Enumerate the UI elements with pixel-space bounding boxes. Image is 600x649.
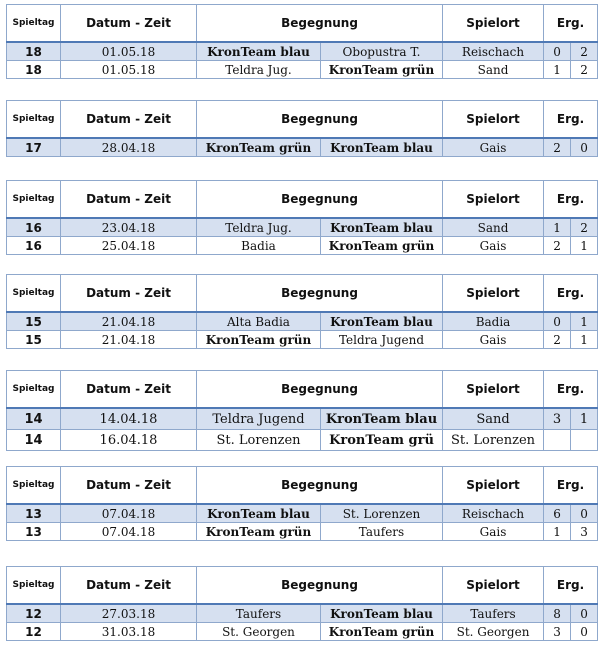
header-spieltag: Spieltag — [7, 101, 61, 139]
datum-cell: 14.04.18 — [61, 408, 197, 430]
spielort-cell: Gais — [443, 237, 544, 255]
spielort-cell: Taufers — [443, 604, 544, 623]
home-team-cell: Teldra Jug. — [197, 61, 321, 79]
score-away-cell: 1 — [571, 408, 598, 430]
score-home-cell: 2 — [544, 331, 571, 349]
header-erg: Erg. — [544, 467, 598, 505]
score-away-cell: 3 — [571, 523, 598, 541]
header-erg: Erg. — [544, 275, 598, 313]
score-home-cell — [544, 430, 571, 451]
spielort-cell: St. Georgen — [443, 623, 544, 641]
header-spielort: Spielort — [443, 5, 544, 43]
table-row — [7, 218, 598, 237]
away-team-cell: KronTeam grün — [321, 61, 443, 79]
table-row — [7, 604, 598, 623]
header-row — [7, 275, 598, 313]
away-team-cell: KronTeam blau — [321, 604, 443, 623]
header-spieltag: Spieltag — [7, 181, 61, 219]
schedule-table — [6, 566, 598, 641]
spielort-cell: St. Lorenzen — [443, 430, 544, 451]
header-begegnung: Begegnung — [197, 467, 443, 505]
score-home-cell: 3 — [544, 623, 571, 641]
datum-cell: 31.03.18 — [61, 623, 197, 641]
spielort-cell: Gais — [443, 138, 544, 157]
header-begegnung: Begegnung — [197, 371, 443, 409]
score-home-cell: 1 — [544, 523, 571, 541]
score-away-cell: 1 — [571, 312, 598, 331]
spieltag-cell: 14 — [7, 408, 61, 430]
away-team-cell: KronTeam blau — [321, 218, 443, 237]
datum-cell: 27.03.18 — [61, 604, 197, 623]
header-begegnung: Begegnung — [197, 275, 443, 313]
home-team-cell: KronTeam grün — [197, 138, 321, 157]
score-home-cell: 1 — [544, 218, 571, 237]
home-team-cell: St. Georgen — [197, 623, 321, 641]
header-begegnung: Begegnung — [197, 5, 443, 43]
header-datum: Datum - Zeit — [61, 5, 197, 43]
spieltag-cell: 13 — [7, 504, 61, 523]
score-away-cell: 2 — [571, 61, 598, 79]
header-datum: Datum - Zeit — [61, 275, 197, 313]
header-begegnung: Begegnung — [197, 181, 443, 219]
score-away-cell: 1 — [571, 331, 598, 349]
spielort-cell: Gais — [443, 523, 544, 541]
table-row — [7, 430, 598, 451]
score-home-cell: 1 — [544, 61, 571, 79]
home-team-cell: Taufers — [197, 604, 321, 623]
spieltag-cell: 12 — [7, 604, 61, 623]
matchday-table — [6, 566, 597, 641]
header-spieltag: Spieltag — [7, 467, 61, 505]
datum-cell: 28.04.18 — [61, 138, 197, 157]
header-erg: Erg. — [544, 371, 598, 409]
score-home-cell: 0 — [544, 42, 571, 61]
score-away-cell: 0 — [571, 623, 598, 641]
score-away-cell: 1 — [571, 237, 598, 255]
away-team-cell: KronTeam blau — [321, 408, 443, 430]
table-row — [7, 312, 598, 331]
header-row — [7, 181, 598, 219]
score-home-cell: 2 — [544, 138, 571, 157]
header-spieltag: Spieltag — [7, 275, 61, 313]
home-team-cell: Alta Badia — [197, 312, 321, 331]
datum-cell: 01.05.18 — [61, 42, 197, 61]
schedule-table — [6, 4, 598, 79]
home-team-cell: St. Lorenzen — [197, 430, 321, 451]
spieltag-cell: 13 — [7, 523, 61, 541]
score-away-cell: 2 — [571, 218, 598, 237]
score-home-cell: 2 — [544, 237, 571, 255]
score-away-cell — [571, 430, 598, 451]
header-datum: Datum - Zeit — [61, 371, 197, 409]
score-home-cell: 0 — [544, 312, 571, 331]
score-away-cell: 0 — [571, 604, 598, 623]
header-erg: Erg. — [544, 5, 598, 43]
spielort-cell: Badia — [443, 312, 544, 331]
spieltag-cell: 16 — [7, 218, 61, 237]
spieltag-cell: 18 — [7, 42, 61, 61]
header-datum: Datum - Zeit — [61, 181, 197, 219]
away-team-cell: KronTeam grü — [321, 430, 443, 451]
table-row — [7, 523, 598, 541]
header-datum: Datum - Zeit — [61, 101, 197, 139]
home-team-cell: KronTeam grün — [197, 331, 321, 349]
score-away-cell: 0 — [571, 138, 598, 157]
score-home-cell: 3 — [544, 408, 571, 430]
header-row — [7, 5, 598, 43]
header-spielort: Spielort — [443, 275, 544, 313]
table-row — [7, 138, 598, 157]
header-row — [7, 371, 598, 409]
header-spielort: Spielort — [443, 371, 544, 409]
table-row — [7, 623, 598, 641]
spieltag-cell: 17 — [7, 138, 61, 157]
header-spielort: Spielort — [443, 101, 544, 139]
header-row — [7, 467, 598, 505]
schedule-table — [6, 100, 598, 157]
home-team-cell: KronTeam blau — [197, 42, 321, 61]
schedule-table — [6, 466, 598, 541]
datum-cell: 01.05.18 — [61, 61, 197, 79]
datum-cell: 25.04.18 — [61, 237, 197, 255]
header-datum: Datum - Zeit — [61, 467, 197, 505]
table-row — [7, 61, 598, 79]
table-row — [7, 408, 598, 430]
away-team-cell: KronTeam grün — [321, 623, 443, 641]
score-away-cell: 0 — [571, 504, 598, 523]
header-datum: Datum - Zeit — [61, 567, 197, 605]
spielort-cell: Sand — [443, 61, 544, 79]
header-erg: Erg. — [544, 181, 598, 219]
table-row — [7, 237, 598, 255]
matchday-table — [6, 466, 597, 541]
matchday-table — [6, 274, 597, 349]
away-team-cell: KronTeam blau — [321, 312, 443, 331]
header-spieltag: Spieltag — [7, 371, 61, 409]
score-home-cell: 8 — [544, 604, 571, 623]
away-team-cell: St. Lorenzen — [321, 504, 443, 523]
spielort-cell: Sand — [443, 408, 544, 430]
header-row — [7, 101, 598, 139]
matchday-table — [6, 370, 597, 451]
table-row — [7, 42, 598, 61]
header-spieltag: Spieltag — [7, 567, 61, 605]
home-team-cell: Badia — [197, 237, 321, 255]
away-team-cell: KronTeam blau — [321, 138, 443, 157]
datum-cell: 16.04.18 — [61, 430, 197, 451]
spieltag-cell: 15 — [7, 312, 61, 331]
away-team-cell: KronTeam grün — [321, 237, 443, 255]
datum-cell: 23.04.18 — [61, 218, 197, 237]
datum-cell: 07.04.18 — [61, 504, 197, 523]
table-row — [7, 504, 598, 523]
schedule-table — [6, 370, 598, 451]
header-spielort: Spielort — [443, 467, 544, 505]
datum-cell: 21.04.18 — [61, 331, 197, 349]
home-team-cell: KronTeam blau — [197, 504, 321, 523]
schedule-table — [6, 274, 598, 349]
spielort-cell: Reischach — [443, 504, 544, 523]
table-row — [7, 331, 598, 349]
spielort-cell: Gais — [443, 331, 544, 349]
header-erg: Erg. — [544, 101, 598, 139]
spieltag-cell: 14 — [7, 430, 61, 451]
away-team-cell: Teldra Jugend — [321, 331, 443, 349]
home-team-cell: KronTeam grün — [197, 523, 321, 541]
header-erg: Erg. — [544, 567, 598, 605]
spieltag-cell: 12 — [7, 623, 61, 641]
datum-cell: 07.04.18 — [61, 523, 197, 541]
header-spielort: Spielort — [443, 181, 544, 219]
matchday-table — [6, 100, 597, 157]
matchday-table — [6, 180, 597, 255]
spieltag-cell: 18 — [7, 61, 61, 79]
score-home-cell: 6 — [544, 504, 571, 523]
schedule-table — [6, 180, 598, 255]
home-team-cell: Teldra Jug. — [197, 218, 321, 237]
matchday-table — [6, 4, 597, 79]
spielort-cell: Reischach — [443, 42, 544, 61]
home-team-cell: Teldra Jugend — [197, 408, 321, 430]
spieltag-cell: 15 — [7, 331, 61, 349]
spieltag-cell: 16 — [7, 237, 61, 255]
header-spielort: Spielort — [443, 567, 544, 605]
datum-cell: 21.04.18 — [61, 312, 197, 331]
score-away-cell: 2 — [571, 42, 598, 61]
away-team-cell: Taufers — [321, 523, 443, 541]
away-team-cell: Obopustra T. — [321, 42, 443, 61]
spielort-cell: Sand — [443, 218, 544, 237]
header-begegnung: Begegnung — [197, 101, 443, 139]
header-row — [7, 567, 598, 605]
header-spieltag: Spieltag — [7, 5, 61, 43]
header-begegnung: Begegnung — [197, 567, 443, 605]
